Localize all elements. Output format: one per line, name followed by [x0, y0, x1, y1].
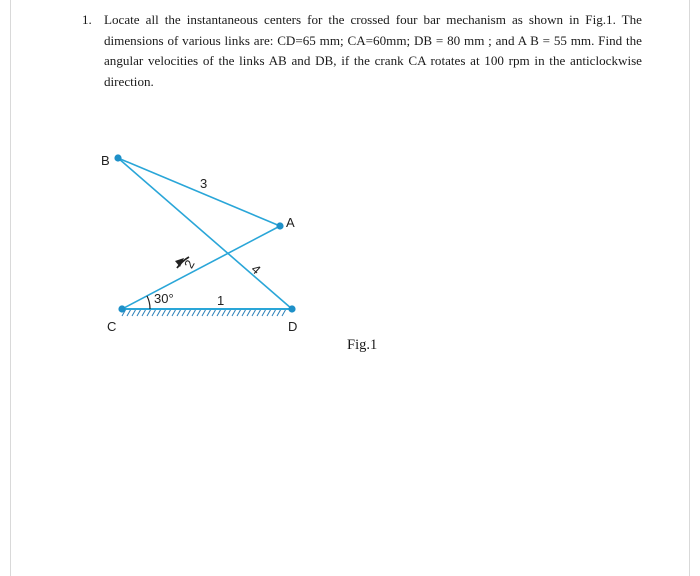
link-ab — [118, 158, 280, 226]
hatch-mark — [142, 309, 146, 316]
hatch-mark — [157, 309, 161, 316]
hatch-mark — [272, 309, 276, 316]
joint-c — [118, 305, 125, 312]
label-point-d: D — [288, 319, 298, 334]
hatch-mark — [132, 309, 136, 316]
question-number: 1. — [82, 12, 92, 27]
hatch-mark — [192, 309, 196, 316]
hatch-mark — [147, 309, 151, 316]
joint-b — [114, 154, 121, 161]
hatch-mark — [277, 309, 281, 316]
hatch-mark — [187, 309, 191, 316]
figure-caption: Fig.1 — [347, 337, 378, 353]
hatch-mark — [197, 309, 201, 316]
hatch-mark — [257, 309, 261, 316]
hatch-mark — [282, 309, 286, 316]
hatch-mark — [202, 309, 206, 316]
label-point-a: A — [286, 215, 295, 230]
hatch-mark — [152, 309, 156, 316]
label-link-4: 4 — [248, 261, 264, 278]
hatch-mark — [177, 309, 181, 316]
angle-arc — [147, 296, 150, 309]
hatch-mark — [137, 309, 141, 316]
label-link-2: 2 — [181, 257, 198, 271]
hatch-mark — [172, 309, 176, 316]
ground-hatching — [122, 309, 292, 316]
label-angle: 30° — [154, 291, 174, 306]
joint-a — [276, 222, 283, 229]
hatch-mark — [222, 309, 226, 316]
hatch-mark — [267, 309, 271, 316]
hatch-mark — [252, 309, 256, 316]
hatch-mark — [212, 309, 216, 316]
question-text: Locate all the instantaneous centers for the crossed four bar mechanism as shown in Fig.1. The dimensions of various links are: CD=65 mm; CA=60mm; DB = 80 mm ; and A B = 55 mm. Find the angular velocities of the links AB and DB, if the crank CA rotates at 100 rpm in the anticlockwise direction. — [104, 12, 642, 89]
hatch-mark — [247, 309, 251, 316]
hatch-mark — [232, 309, 236, 316]
hatch-mark — [242, 309, 246, 316]
hatch-mark — [162, 309, 166, 316]
joint-d — [288, 305, 295, 312]
hatch-mark — [237, 309, 241, 316]
hatch-mark — [262, 309, 266, 316]
hatch-mark — [207, 309, 211, 316]
label-link-3: 3 — [200, 176, 208, 191]
label-link-1: 1 — [217, 293, 225, 308]
hatch-mark — [217, 309, 221, 316]
hatch-mark — [127, 309, 131, 316]
label-point-b: B — [101, 153, 110, 168]
label-point-c: C — [107, 319, 117, 334]
hatch-mark — [167, 309, 171, 316]
hatch-mark — [227, 309, 231, 316]
hatch-mark — [182, 309, 186, 316]
